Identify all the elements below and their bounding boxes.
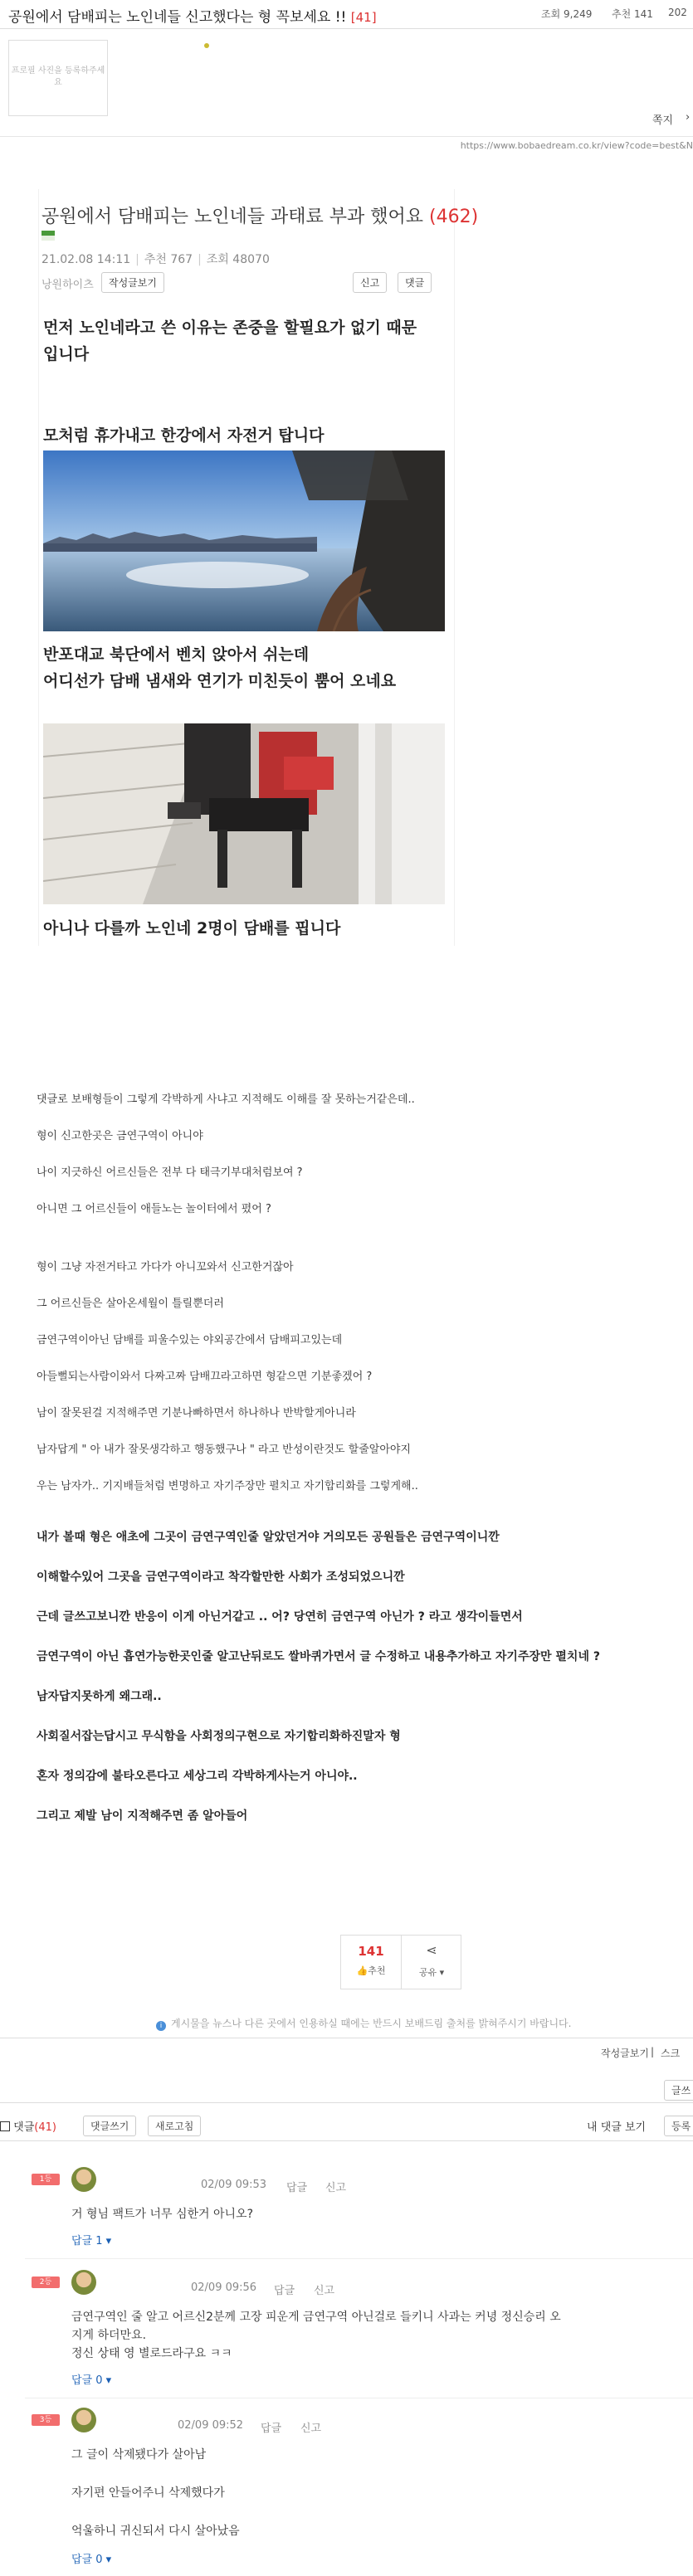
report-link[interactable]: 신고 bbox=[300, 2423, 322, 2435]
paragraph: 형이 신고한곳은 금연구역이 아니야 bbox=[37, 1130, 203, 1142]
comment-count[interactable]: [41] bbox=[350, 10, 377, 25]
avatar[interactable] bbox=[71, 2167, 96, 2192]
report-link[interactable]: 신고 bbox=[314, 2285, 335, 2297]
bold-paragraph: 사회질서잡는답시고 무식함을 사회정의구현으로 자기합리화하진말자 형 bbox=[37, 1730, 401, 1743]
comment-text: 정신 상태 영 별로드라구요 ㅋㅋ bbox=[71, 2347, 232, 2360]
body-line: 모처럼 휴가내고 한강에서 자전거 탑니다 bbox=[43, 426, 325, 445]
captured-post-author[interactable]: 낭원하이츠 bbox=[41, 279, 94, 291]
bold-paragraph: 이해할수있어 그곳을 금연구역이라고 착각할만한 사회가 조성되었으니깐 bbox=[37, 1570, 405, 1584]
paragraph: 우는 남자가.. 기지배들처럼 변명하고 자기주장만 펼치고 자기합리화를 그렇게해.. bbox=[37, 1480, 418, 1493]
reply-link[interactable]: 답글 bbox=[274, 2285, 295, 2297]
paragraph: 남이 잘못된걸 지적해주면 기분나빠하면서 하나하나 반박할게아니라 bbox=[37, 1407, 356, 1419]
comment-icon bbox=[0, 2121, 10, 2131]
comment-text: 거 형님 팩트가 너무 심한거 아니오? bbox=[71, 2208, 254, 2221]
bold-paragraph: 남자답지못하게 왜그래.. bbox=[37, 1690, 162, 1703]
share-button[interactable]: 공유 ▾ bbox=[418, 1967, 445, 1978]
comment-time: 02/09 09:53 bbox=[201, 2179, 267, 2191]
body-line: 아니나 다를까 노인네 2명이 담배를 핍니다 bbox=[43, 919, 341, 937]
register-button[interactable]: 등록 bbox=[664, 2116, 693, 2136]
write-comment-button[interactable]: 댓글쓰기 bbox=[83, 2116, 136, 2136]
reply-link[interactable]: 답글 bbox=[261, 2423, 282, 2435]
sep-bar: | bbox=[651, 2046, 655, 2057]
captured-post-title: 공원에서 담배피는 노인네들 과태료 부과 했어요 (462) bbox=[41, 207, 479, 227]
scrap-link[interactable]: 스크 bbox=[661, 2048, 681, 2059]
paragraph: 그 어르신들은 살아온세월이 틀릴뿐더러 bbox=[37, 1298, 224, 1310]
paragraph: 남자답게 " 아 내가 잘못생각하고 행동했구나 " 라고 반성이란것도 할줄알아야지 bbox=[37, 1444, 412, 1456]
body-line: 반포대교 북단에서 벤치 앉아서 쉬는데 bbox=[43, 645, 310, 664]
recommend-count-number: 141 bbox=[358, 1944, 384, 1959]
rank-badge: 1등 bbox=[32, 2174, 60, 2185]
thumbs-up-icon: 👍 bbox=[356, 1965, 368, 1976]
paragraph: 금연구역이아닌 담배를 피울수있는 야외공간에서 담배피고있는데 bbox=[37, 1334, 343, 1346]
comment-text: 지게 하더만요. bbox=[71, 2329, 147, 2342]
post-title-text: 공원에서 담배피는 노인네들 신고했다는 형 꼭보세요 !! bbox=[8, 9, 347, 26]
caret-down-icon: ▾ bbox=[439, 1967, 445, 1978]
avatar[interactable] bbox=[71, 2270, 96, 2295]
comment-separator bbox=[25, 2258, 693, 2259]
copyright-notice: i 게시물을 뉴스나 다른 곳에서 인용하실 때에는 반드시 보배드림 출처를 밝혀주시기 바랍니다. bbox=[156, 2016, 571, 2031]
rank-badge: 3등 bbox=[32, 2414, 60, 2426]
paragraph: 아니면 그 어르신들이 애들노는 놀이터에서 폈어 ? bbox=[37, 1203, 271, 1215]
bold-paragraph: 내가 볼때 형은 애초에 그곳이 금연구역인줄 알았던거야 거의모든 공원들은 금연구역이니깐 bbox=[37, 1531, 500, 1544]
paragraph: 나이 지긋하신 어르신들은 전부 다 태극기부대처럼보여 ? bbox=[37, 1166, 303, 1179]
comment-time: 02/09 09:56 bbox=[191, 2281, 257, 2294]
bold-paragraph: 금연구역이 아닌 흡연가능한곳인줄 알고난뒤로도 쌀바퀴가면서 글 수정하고 내용추가하고 자기주장만 펼치네 ? bbox=[37, 1650, 600, 1663]
header-divider bbox=[0, 28, 693, 29]
info-icon: i bbox=[156, 2021, 166, 2031]
smokers-photo bbox=[43, 723, 445, 904]
bold-paragraph: 근데 글쓰고보니깐 반응이 이게 아닌거같고 .. 어? 당연히 금연구역 아닌가 ? 라고 생각이들면서 bbox=[37, 1610, 523, 1624]
flag-icon bbox=[41, 231, 55, 241]
vote-share-box bbox=[340, 1935, 461, 1989]
paragraph: 아들뻘되는사람이와서 다짜고짜 담배끄라고하면 형같으면 기분좋겠어 ? bbox=[37, 1371, 373, 1383]
profile-image-placeholder: 프로필 사진을 등록하주세요 bbox=[8, 40, 108, 116]
comments-heading: 댓글(41) bbox=[0, 2118, 56, 2134]
avatar[interactable] bbox=[71, 2408, 96, 2432]
level-icon bbox=[204, 43, 209, 48]
comments-bar-divider bbox=[0, 2140, 693, 2141]
share-icon[interactable]: ⋖ bbox=[426, 1942, 437, 1958]
paragraph: 댓글로 보배형들이 그렇게 각박하게 사냐고 지적해도 이해를 잘 못하는거같은데.. bbox=[37, 1093, 415, 1106]
replies-toggle[interactable]: 답글 0 ▾ bbox=[71, 2374, 112, 2387]
report-button[interactable]: 신고 bbox=[353, 272, 387, 293]
post-title bbox=[8, 5, 377, 26]
recommend-count: 추천 141 bbox=[612, 8, 653, 20]
reply-link[interactable]: 답글 bbox=[286, 2182, 308, 2194]
recommend-button[interactable]: 👍추천 bbox=[356, 1965, 386, 1976]
body-line: 입니다 bbox=[43, 345, 90, 363]
bold-paragraph: 그리고 제발 남이 지적해주면 좀 알아들어 bbox=[37, 1809, 248, 1823]
replies-toggle[interactable]: 답글 1 ▾ bbox=[71, 2235, 112, 2247]
message-link[interactable]: 쪽지 bbox=[652, 114, 674, 127]
comments-divider bbox=[0, 2102, 693, 2103]
paragraph: 형이 그냥 자전거타고 가다가 아니꼬와서 신고한거잖아 bbox=[37, 1261, 294, 1273]
write-post-button[interactable]: 글쓰 bbox=[664, 2080, 693, 2101]
author-posts-link[interactable]: 작성글보기 bbox=[601, 2048, 649, 2059]
comment-text: 금연구역인 줄 알고 어르신2분께 고장 피운게 금연구역 아닌걸로 들키니 사과는 커녕 정신승리 오 bbox=[71, 2311, 561, 2324]
refresh-comments-button[interactable]: 새로고침 bbox=[148, 2116, 201, 2136]
author-posts-button[interactable]: 작성글보기 bbox=[101, 272, 164, 293]
source-url[interactable]: https://www.bobaedream.co.kr/view?code=best&N bbox=[0, 136, 693, 153]
views-count: 조회 9,249 bbox=[541, 8, 593, 20]
han-river-photo bbox=[43, 450, 445, 631]
replies-toggle[interactable]: 답글 0 ▾ bbox=[71, 2554, 112, 2566]
rank-badge: 2등 bbox=[32, 2277, 60, 2288]
comment-button[interactable]: 댓글 bbox=[398, 272, 432, 293]
body-line: 먼저 노인네라고 쓴 이유는 존중을 할필요가 없기 때문 bbox=[43, 319, 417, 337]
post-date: 202 bbox=[668, 7, 687, 18]
more-icon[interactable]: › bbox=[686, 111, 691, 124]
comment-text: 억울하니 귀신되서 다시 살아났음 bbox=[71, 2525, 240, 2538]
comment-text: 자기편 안들어주니 삭제했다가 bbox=[71, 2486, 225, 2500]
my-comments-link[interactable]: 내 댓글 보기 bbox=[587, 2121, 647, 2134]
bold-paragraph: 혼자 정의감에 불타오른다고 세상그리 각박하게사는거 아니야.. bbox=[37, 1770, 358, 1783]
captured-post-meta: 21.02.08 14:11 | 추천 767 | 조회 48070 bbox=[41, 253, 270, 266]
body-line: 어디선가 담배 냄새와 연기가 미친듯이 뿜어 오네요 bbox=[43, 672, 397, 690]
comment-time: 02/09 09:52 bbox=[178, 2419, 244, 2432]
report-link[interactable]: 신고 bbox=[325, 2182, 347, 2194]
comment-text: 그 글이 삭제됐다가 살아남 bbox=[71, 2448, 207, 2462]
